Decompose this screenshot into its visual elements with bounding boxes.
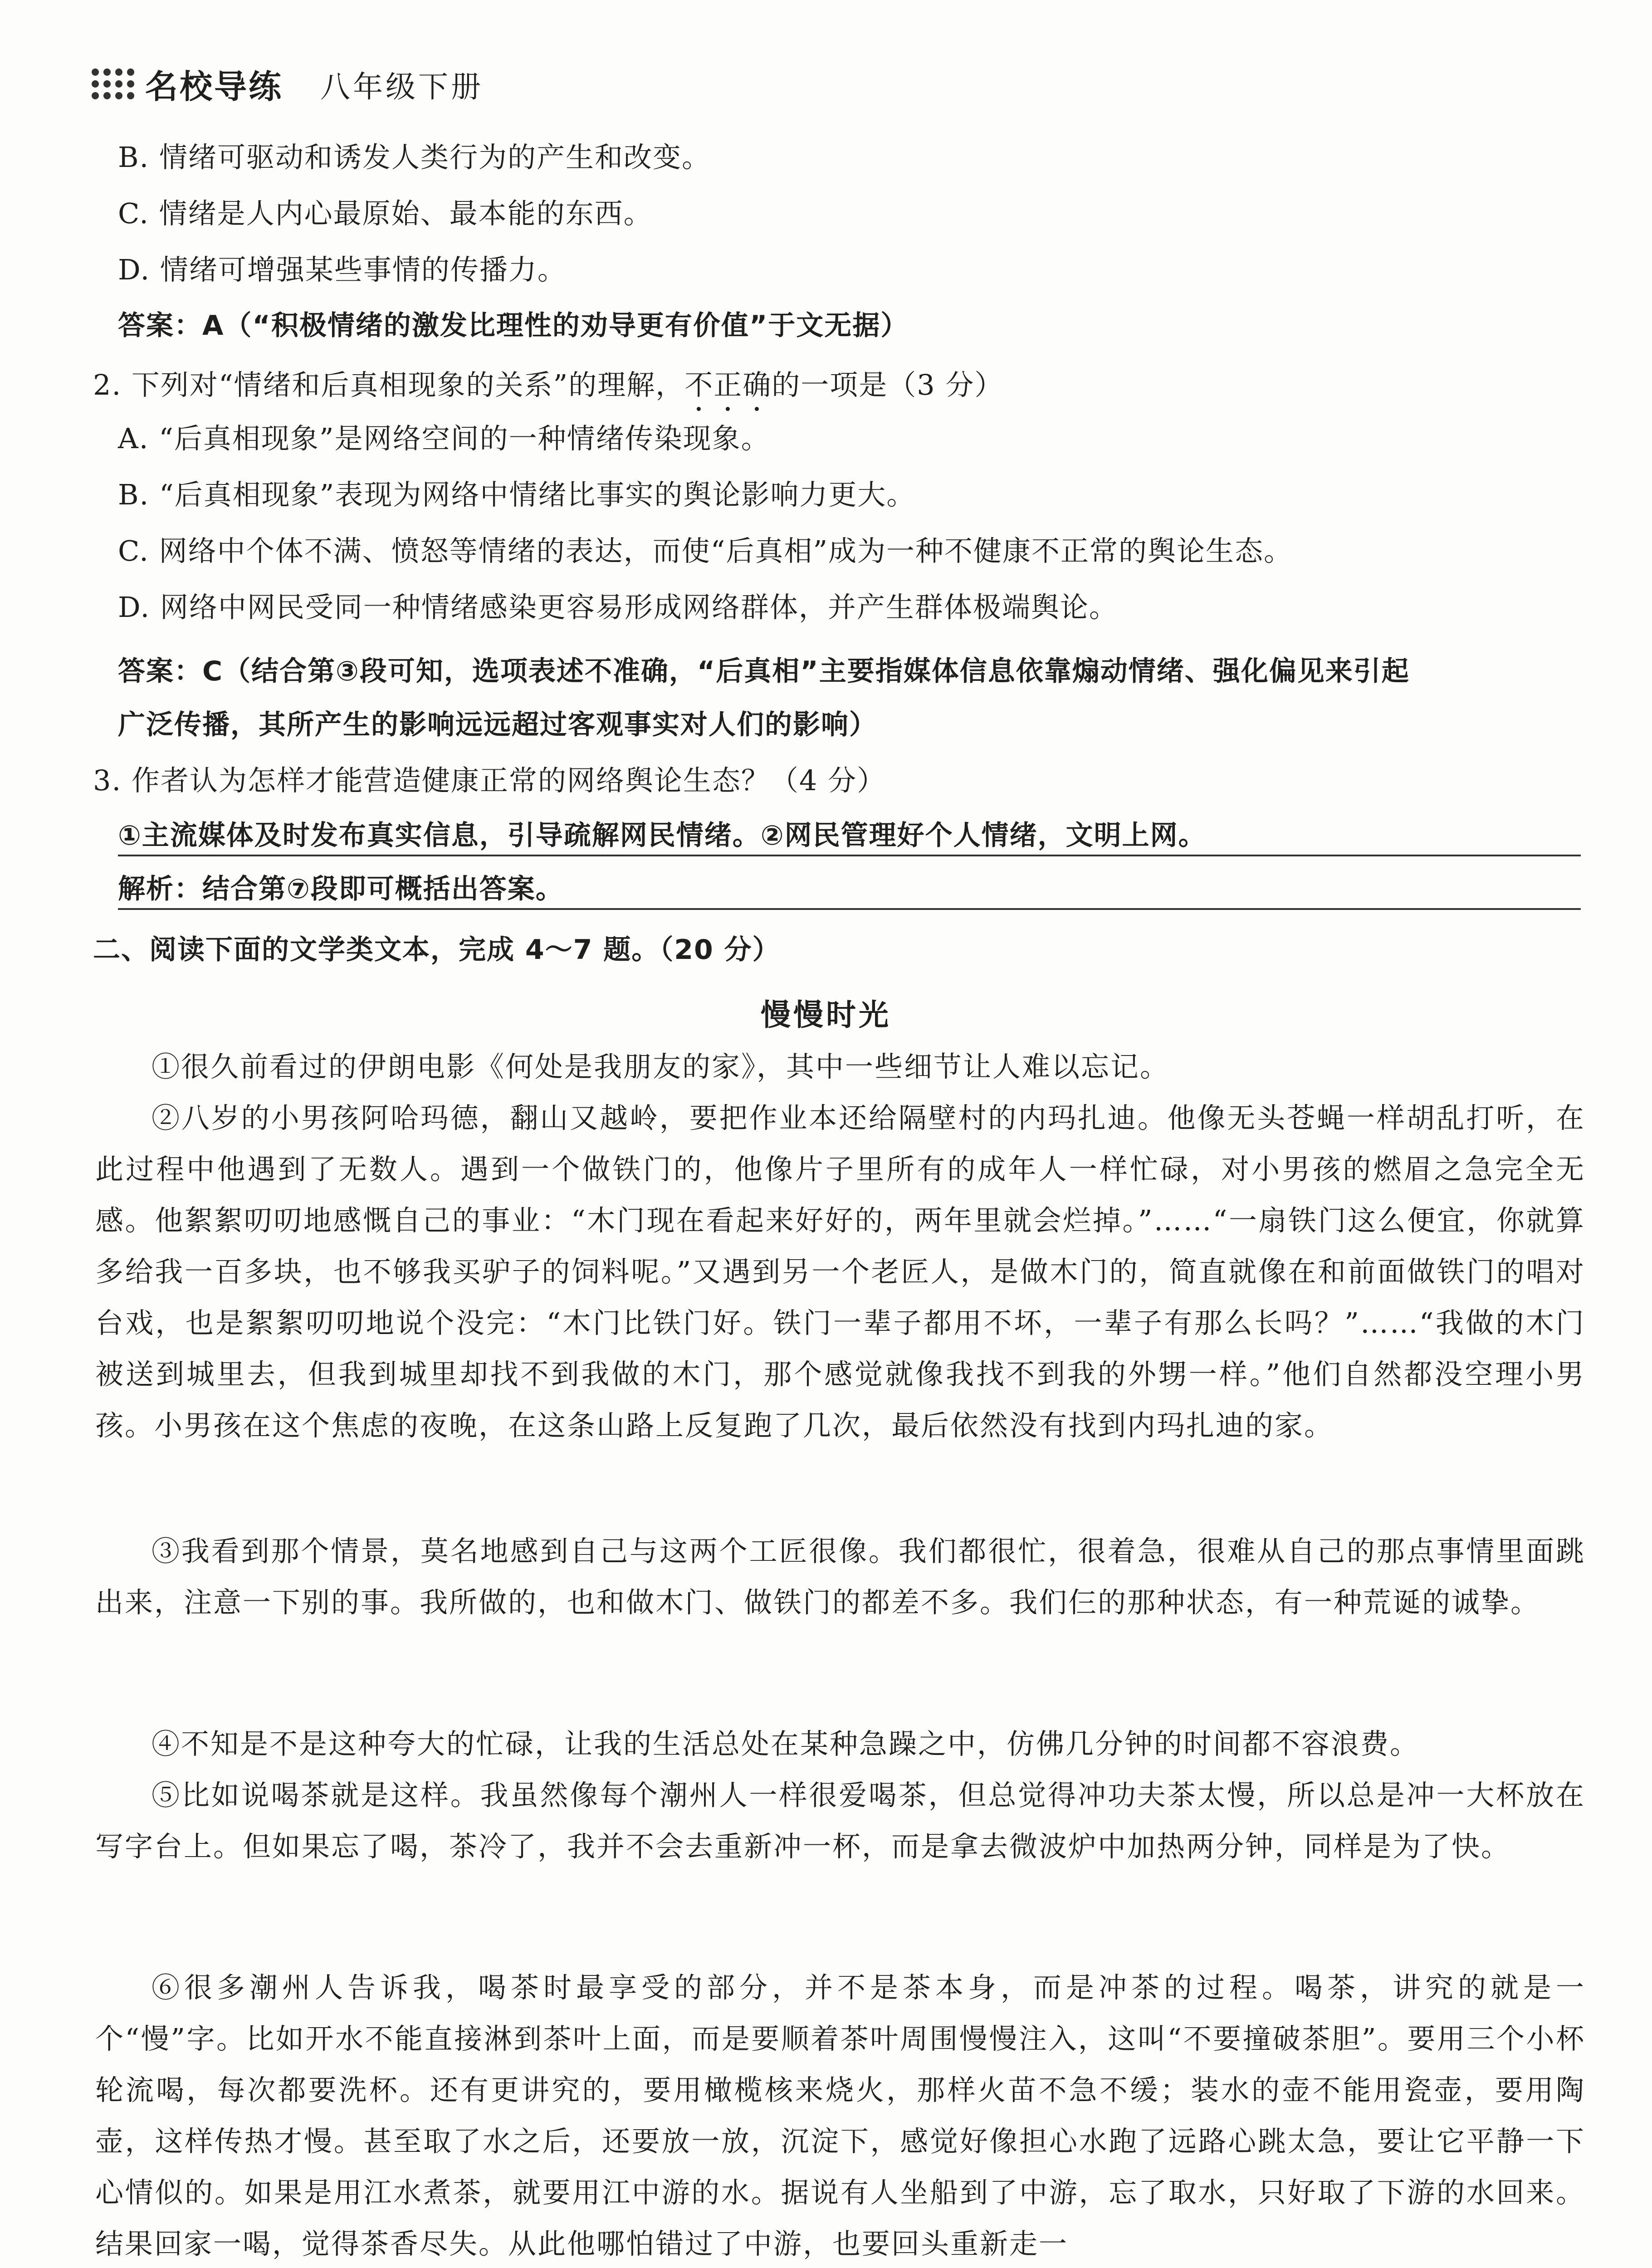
q2-answer-line1: 答案：C（结合第③段可知，选项表述不准确，“后真相”主要指媒体信息依靠煽动情绪、强化偏见来引起 bbox=[118, 655, 1410, 687]
q2-stem-emphasis: 不正确 bbox=[684, 368, 772, 401]
q2-option-c: C. 网络中个体不满、愤怒等情绪的表达，而使“后真相”成为一种不健康不正常的舆论生态。 bbox=[118, 534, 1293, 567]
q3-analysis: 解析：结合第⑦段即可概括出答案。 bbox=[118, 875, 1581, 910]
q2-stem-before: 2. 下列对“情绪和后真相现象的关系”的理解， bbox=[93, 368, 685, 401]
q1-option-d: D. 情绪可增强某些事情的传播力。 bbox=[118, 253, 567, 286]
article-paragraph-6: ⑥很多潮州人告诉我，喝茶时最享受的部分，并不是茶本身，而是冲茶的过程。喝茶，讲究的就是一个“慢”字。比如开水不能直接淋到茶叶上面，而是要顺着茶叶周围慢慢注入，这叫“不要撞破茶胆”。要用三个小杯轮流喝，每次都要洗杯。还有更讲究的，要用橄榄核来烧火，那样火苗不急不缓；装水的壶不能用瓷壶，要用陶壶，这样传热才慢。甚至取了水之后，还要放一放，沉淀下，感觉好像担心水跑了远路心跳太急，要让它平静一下心情似的。如果是用江水煮茶，就要用江中游的水。据说有人坐船到了中游，忘了取水，只好取了下游的水回来。结果回家一喝，觉得茶香尽失。从此他哪怕错过了中游，也要回头重新走一 bbox=[95, 1971, 1585, 2260]
q2-option-d: D. 网络中网民受同一种情绪感染更容易形成网络群体，并产生群体极端舆论。 bbox=[118, 591, 1118, 624]
article-paragraph-4: ④不知是不是这种夸大的忙碌，让我的生活总处在某种急躁之中，仿佛几分钟的时间都不容浪费。 bbox=[152, 1727, 1420, 1760]
article-paragraph-5: ⑤比如说喝茶就是这样。我虽然像每个潮州人一样很爱喝茶，但总觉得冲功夫茶太慢，所以总是冲一大杯放在写字台上。但如果忘了喝，茶冷了，我并不会去重新冲一杯，而是拿去微波炉中加热两分钟，同样是为了快。 bbox=[95, 1779, 1585, 1863]
book-subtitle: 八年级下册 bbox=[320, 69, 484, 104]
article-paragraph-2: ②八岁的小男孩阿哈玛德，翻山又越岭，要把作业本还给隔壁村的内玛扎迪。他像无头苍蝇一样胡乱打听，在此过程中他遇到了无数人。遇到一个做铁门的，他像片子里所有的成年人一样忙碌，对小男孩的燃眉之急完全无感。他絮絮叨叨地感慨自己的事业：“木门现在看起来好好的，两年里就会烂掉。”……“一扇铁门这么便宜，你就算多给我一百多块，也不够我买驴子的饲料呢。”又遇到另一个老匠人，是做木门的，简直就像在和前面做铁门的唱对台戏，也是絮絮叨叨地说个没完：“木门比铁门好。铁门一辈子都用不坏，一辈子有那么长吗？”……“我做的木门被送到城里去，但我到城里却找不到我做的木门，那个感觉就像我找不到我的外甥一样。”他们自然都没空理小男孩。小男孩在这个焦虑的夜晚，在这条山路上反复跑了几次，最后依然没有找到内玛扎迪的家。 bbox=[95, 1101, 1585, 1442]
q2-option-a: A. “后真相现象”是网络空间的一种情绪传染现象。 bbox=[118, 422, 770, 455]
q1-option-c: C. 情绪是人内心最原始、最本能的东西。 bbox=[118, 197, 653, 230]
q1-answer: 答案：A（“积极情绪的激发比理性的劝导更有价值”于文无据） bbox=[118, 310, 909, 342]
q2-option-b: B. “后真相现象”表现为网络中情绪比事实的舆论影响力更大。 bbox=[118, 478, 916, 511]
article-title: 慢慢时光 bbox=[761, 997, 891, 1032]
q1-option-b: B. 情绪可驱动和诱发人类行为的产生和改变。 bbox=[118, 141, 711, 174]
article-paragraph-1: ①很久前看过的伊朗电影《何处是我朋友的家》，其中一些细节让人难以忘记。 bbox=[152, 1050, 1170, 1083]
q3-answer: ①主流媒体及时发布真实信息，引导疏解网民情绪。②网民管理好个人情绪，文明上网。 bbox=[118, 822, 1581, 856]
q2-stem-after: 的一项是（3 分） bbox=[772, 368, 1004, 401]
page-header bbox=[91, 59, 484, 109]
book-title: 名校导练 bbox=[145, 68, 283, 106]
dots-grid-icon bbox=[91, 68, 135, 100]
section2-heading: 二、阅读下面的文学类文本，完成 4～7 题。（20 分） bbox=[93, 934, 781, 966]
q2-answer-line2: 广泛传播，其所产生的影响远远超过客观事实对人们的影响） bbox=[118, 709, 877, 741]
q2-stem bbox=[93, 368, 1003, 418]
article-paragraph-3: ③我看到那个情景，莫名地感到自己与这两个工匠很像。我们都很忙，很着急，很难从自己的那点事情里面跳出来，注意一下别的事。我所做的，也和做木门、做铁门的都差不多。我们仨的那种状态，有一种荒诞的诚挚。 bbox=[95, 1535, 1585, 1619]
q3-stem: 3. 作者认为怎样才能营造健康正常的网络舆论生态？（4 分） bbox=[93, 764, 886, 797]
